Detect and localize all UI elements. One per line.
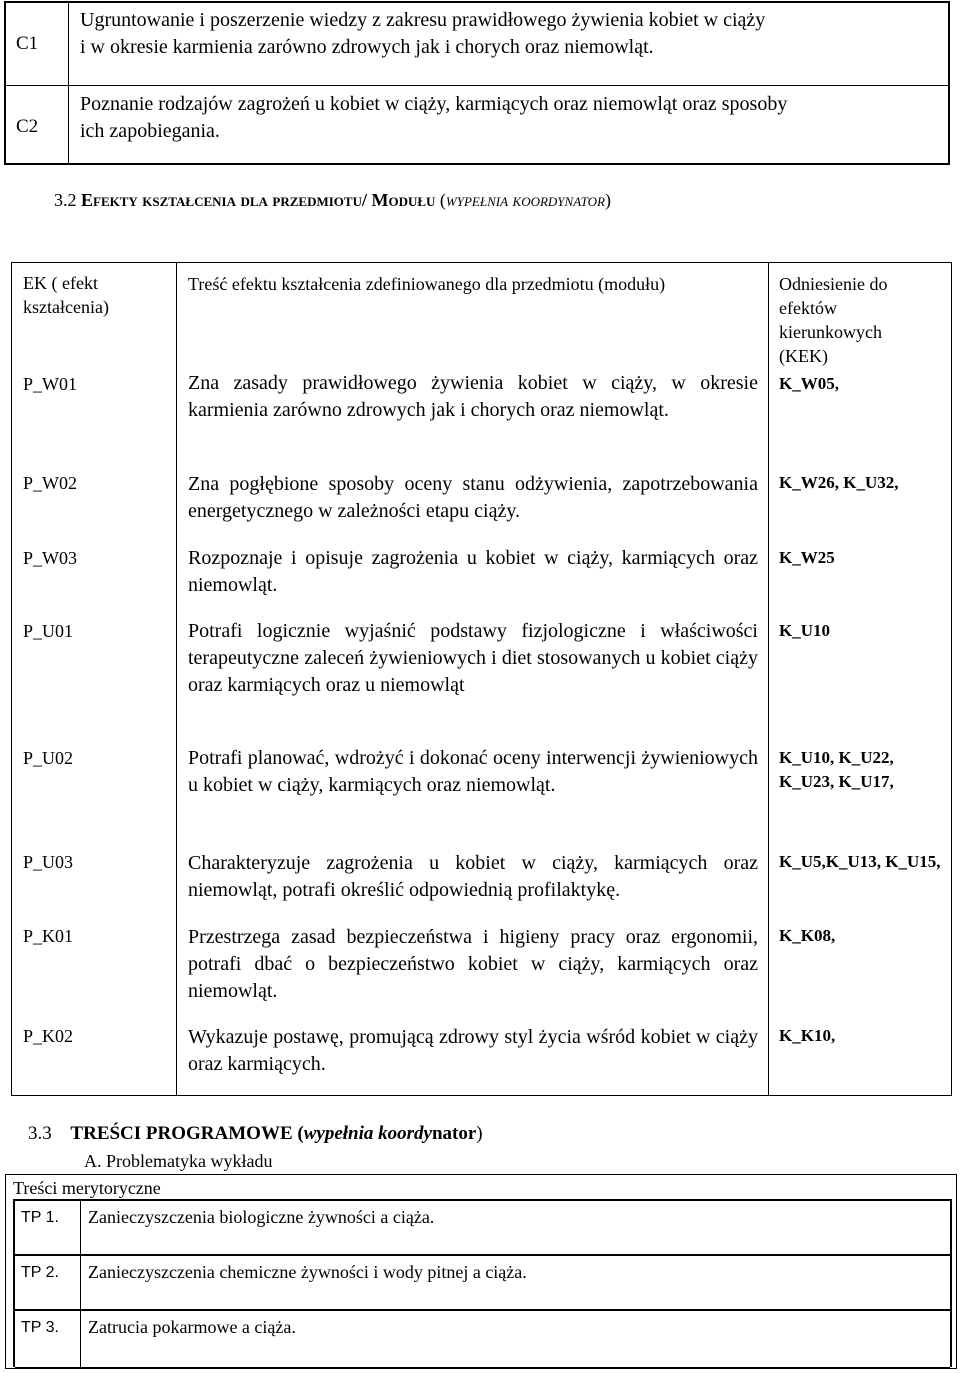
- effect-code: P_W01: [23, 374, 77, 394]
- effect-text: Przestrzega zasad bezpieczeństwa i higieny pracy oraz ergonomii, potrafi dbać o bezpieczeństwo kobiet w ciąży, karmiących oraz niemowląt.: [188, 926, 758, 1002]
- effects-table: [11, 262, 952, 1096]
- effect-reference: K_W05,: [779, 374, 839, 393]
- header-reference: Odniesienie do efektów kierunkowych (KEK): [779, 274, 888, 366]
- goal-row: [6, 3, 948, 86]
- program-content-table: [5, 1174, 957, 1369]
- effect-reference: K_K10,: [779, 1026, 836, 1045]
- effects-column-divider: [176, 263, 177, 1095]
- lecture-problems-subheading: A. Problematyka wykładu: [84, 1151, 273, 1171]
- effect-code: P_U01: [23, 621, 74, 641]
- section-3-3-heading: 3.3 TREŚCI PROGRAMOWE (wypełnia koordynator): [28, 1123, 483, 1144]
- program-item-text: Zanieczyszczenia chemiczne żywności i wody pitnej a ciąża.: [88, 1262, 527, 1282]
- effect-text: Zna zasady prawidłowego żywienia kobiet w ciąży, w okresie karmienia zarówno zdrowych jak i chorych oraz niemowląt.: [188, 372, 758, 421]
- effect-code: P_W03: [23, 548, 77, 568]
- goal-code: C2: [16, 116, 39, 137]
- program-items: [13, 1199, 952, 1367]
- effect-text: Zna pogłębione sposoby oceny stanu odżywienia, zapotrzebowania energetycznego w zależności etapu ciąży.: [188, 473, 758, 522]
- effects-column-divider: [768, 263, 769, 1095]
- program-item-row: [15, 1199, 950, 1256]
- effect-text: Potrafi planować, wdrożyć i dokonać oceny interwencji żywieniowych u kobiet w ciąży, karmiących oraz niemowląt.: [188, 747, 758, 796]
- header-ek: EK ( efekt kształcenia): [23, 273, 109, 317]
- effect-reference: K_K08,: [779, 926, 836, 945]
- header-content: Treść efektu kształcenia zdefiniowanego dla przedmiotu (modułu): [188, 274, 666, 294]
- effect-text: Potrafi logicznie wyjaśnić podstawy fizjologiczne i właściwości terapeutyczne zaleceń żywieniowych i diet stosowanych u kobiet ciąży oraz karmiących oraz u niemowląt: [188, 620, 758, 696]
- effect-code: P_U03: [23, 852, 74, 872]
- effect-code: P_W02: [23, 473, 77, 493]
- goal-code: C1: [16, 33, 39, 54]
- program-item-row: [15, 1254, 950, 1311]
- goal-row: [6, 86, 948, 165]
- effect-reference: K_U10, K_U22, K_U23, K_U17,: [779, 748, 894, 791]
- effect-text: Wykazuje postawę, promującą zdrowy styl życia wśród kobiet w ciąży oraz karmiących.: [188, 1026, 758, 1075]
- effect-code: P_K02: [23, 1026, 74, 1046]
- goal-text: Poznanie rodzajów zagrożeń u kobiet w ciąży, karmiących oraz niemowląt oraz sposoby ich zapobiegania.: [80, 93, 788, 142]
- program-item-text: Zanieczyszczenia biologiczne żywności a ciąża.: [88, 1207, 435, 1227]
- section-3-2-heading: 3.2 Efekty kształcenia dla przedmiotu/ Modułu (wypełnia koordynator): [54, 190, 611, 210]
- effect-reference: K_W26, K_U32,: [779, 473, 899, 492]
- program-item-code: TP 1.: [21, 1209, 59, 1226]
- effect-reference: K_U10: [779, 621, 830, 640]
- goals-table: [4, 1, 950, 165]
- program-item-row: [15, 1309, 950, 1369]
- effect-text: Rozpoznaje i opisuje zagrożenia u kobiet w ciąży, karmiących oraz niemowląt.: [188, 547, 758, 596]
- effect-code: P_U02: [23, 748, 74, 768]
- effect-text: Charakteryzuje zagrożenia u kobiet w ciąży, karmiących oraz niemowląt, potrafi określić odpowiednią profilaktykę.: [188, 852, 758, 901]
- program-item-code: TP 2.: [21, 1264, 59, 1281]
- effect-reference: K_W25: [779, 548, 835, 567]
- program-item-code: TP 3.: [21, 1319, 59, 1336]
- program-item-text: Zatrucia pokarmowe a ciąża.: [88, 1317, 296, 1337]
- goal-text: Ugruntowanie i poszerzenie wiedzy z zakresu prawidłowego żywienia kobiet w ciąży i w okresie karmienia zarówno zdrowych jak i chorych oraz niemowląt.: [80, 9, 766, 58]
- program-content-caption: Treści merytoryczne: [13, 1178, 161, 1198]
- effect-reference: K_U5,K_U13, K_U15,: [779, 852, 941, 871]
- effect-code: P_K01: [23, 926, 74, 946]
